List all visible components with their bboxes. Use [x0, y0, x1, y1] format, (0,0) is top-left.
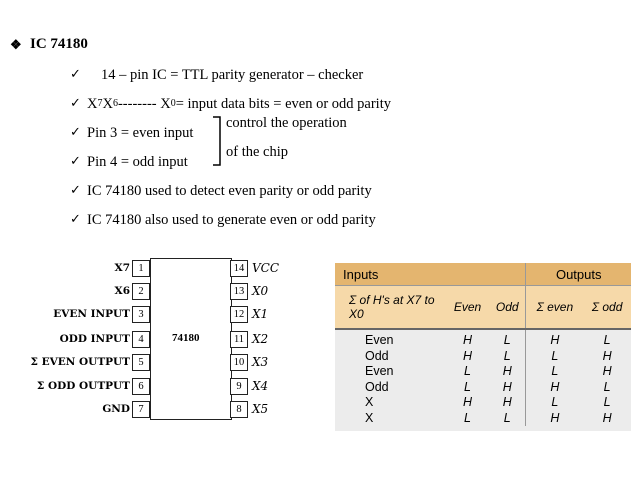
table-row: X H H L L: [365, 395, 611, 410]
pin-label: X3: [252, 355, 269, 369]
pin-label: X6: [114, 285, 130, 297]
pin-number: 7: [132, 401, 150, 418]
pin-label: ODD INPUT: [59, 333, 130, 345]
pin-number: 14: [230, 260, 248, 277]
pin-label: Σ EVEN OUTPUT: [30, 356, 130, 368]
pin-number: 9: [230, 378, 248, 395]
col-header: Σ even: [526, 286, 583, 330]
col-header: Σ of H's at X7 to X0: [335, 286, 446, 330]
pin-label: X1: [252, 307, 269, 321]
brace-icon: [212, 115, 224, 167]
brace-note: [212, 113, 347, 171]
check-icon: ✓: [70, 95, 81, 111]
list-item: ✓ 14 – pin IC = TTL parity generator – checker: [70, 66, 364, 83]
check-icon: ✓: [70, 211, 81, 227]
table-row: Even H L H L: [335, 329, 631, 349]
pin-number: 10: [230, 354, 248, 371]
pin-number: 12: [230, 306, 248, 323]
pin-number: 11: [230, 331, 248, 348]
diamond-bullet-icon: ❖: [10, 36, 22, 52]
pin-label: Σ ODD OUTPUT: [36, 380, 130, 392]
check-icon: ✓: [70, 66, 81, 82]
pin-number: 5: [132, 354, 150, 371]
check-icon: ✓: [70, 124, 81, 140]
heading: [10, 36, 88, 53]
list-item: ✓ IC 74180 used to detect even parity or odd parity: [70, 182, 372, 199]
list-item: ✓ Pin 4 = odd input: [70, 153, 188, 170]
check-icon: ✓: [70, 182, 81, 198]
col-header: Even: [446, 286, 489, 330]
pin-number: 1: [132, 260, 150, 277]
pin-label: GND: [102, 403, 130, 415]
list-item: ✓ IC 74180 also used to generate even or odd parity: [70, 211, 376, 228]
pin-label: X7: [114, 262, 130, 274]
pin-label: X5: [252, 402, 269, 416]
col-header: Σ odd: [583, 286, 631, 330]
pin-label: X2: [252, 332, 269, 346]
col-header: Odd: [489, 286, 526, 330]
chip-name: 74180: [172, 332, 200, 344]
table-header-row: [335, 263, 631, 286]
pin-label: VCC: [252, 261, 280, 275]
table-row: Odd L H H L: [365, 379, 611, 394]
pin-number: 2: [132, 283, 150, 300]
table-row: Odd H L L H: [365, 348, 612, 363]
table-subheader-row: [335, 286, 631, 330]
pin-label: X4: [252, 379, 269, 393]
truth-table: [335, 263, 631, 431]
brace-note-line: of the chip: [226, 144, 289, 160]
inputs-header: Inputs: [335, 263, 526, 286]
pin-number: 13: [230, 283, 248, 300]
pin-label: EVEN INPUT: [53, 308, 130, 320]
pin-number: 3: [132, 306, 150, 323]
outputs-header: Outputs: [526, 263, 631, 286]
table-row: Even L H L H: [365, 364, 612, 379]
list-item: ✓ Pin 3 = even input: [70, 124, 194, 141]
check-icon: ✓: [70, 153, 81, 169]
chip-diagram: [0, 250, 300, 430]
brace-note-line: control the operation: [226, 115, 347, 131]
pin-number: 8: [230, 401, 248, 418]
heading-title: IC 74180: [30, 36, 88, 52]
pin-number: 6: [132, 378, 150, 395]
table-row: X L L H H: [365, 410, 612, 425]
pin-number: 4: [132, 331, 150, 348]
list-item: ✓ X 7 X 6 -------- X 0 = input data bits = even or odd parity: [70, 95, 391, 112]
pin-label: X0: [252, 284, 269, 298]
